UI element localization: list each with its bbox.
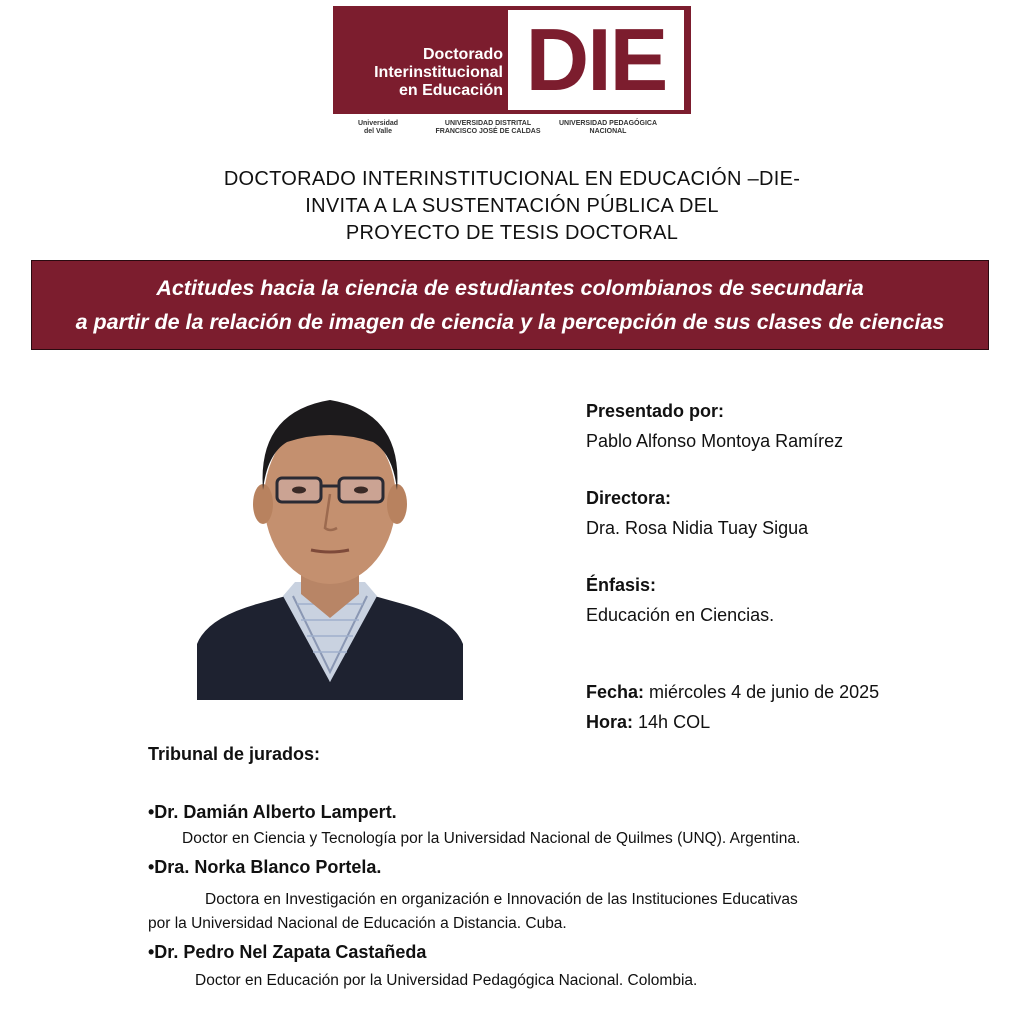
upn-logo-text — [548, 120, 668, 136]
invitation-line: PROYECTO DE TESIS DOCTORAL — [345, 222, 679, 244]
portrait-illustration — [197, 382, 463, 700]
defense-details — [586, 396, 1006, 737]
time-label: Hora: — [586, 712, 634, 732]
logo-text-line: en Educación — [398, 82, 503, 99]
jury-member-desc: Doctor en Educación por la Universidad Pedagógica Nacional. Colombia. — [195, 972, 698, 989]
university-name-line: UNIVERSIDAD DISTRITAL — [444, 120, 532, 127]
die-logo — [333, 6, 691, 114]
invitation-heading — [0, 166, 1024, 247]
time-value: 14h COL — [638, 712, 711, 732]
jury-heading: Tribunal de jurados: — [148, 744, 321, 764]
jury-member-name: •Dr. Damián Alberto Lampert. — [148, 802, 397, 822]
jury-member-desc: Doctora en Investigación en organización e Innovación de las Instituciones Educativas — [205, 891, 798, 908]
thesis-title-line: Actitudes hacia la ciencia de estudiantes colombianos de secundaria — [156, 276, 864, 300]
jury-member-name: •Dr. Pedro Nel Zapata Castañeda — [148, 942, 427, 962]
university-logos — [333, 120, 693, 144]
thesis-title-line: a partir de la relación de imagen de ciencia y la percepción de sus clases de ciencias — [75, 310, 945, 334]
presented-by-label: Presentado por: — [586, 401, 725, 421]
thesis-title — [32, 271, 988, 339]
jury-member-desc: Doctor en Ciencia y Tecnología por la Universidad Nacional de Quilmes (UNQ). Argentina. — [182, 830, 801, 847]
director-value: Dra. Rosa Nidia Tuay Sigua — [586, 518, 809, 538]
date-line — [586, 677, 1006, 707]
candidate-photo — [197, 382, 463, 700]
jury-member-name: •Dra. Norka Blanco Portela. — [148, 857, 382, 877]
date-label: Fecha: — [586, 682, 645, 702]
logo-wordmark — [343, 46, 503, 100]
logo-acronym: DIE — [508, 10, 684, 110]
time-line — [586, 707, 1006, 737]
university-name-line: del Valle — [363, 128, 393, 135]
university-name-line: FRANCISCO JOSÉ DE CALDAS — [435, 128, 541, 135]
logo-text-line: Interinstitucional — [374, 64, 503, 81]
university-name-line: UNIVERSIDAD PEDAGÓGICA — [558, 120, 657, 127]
thesis-title-banner — [31, 260, 989, 350]
university-name-line: NACIONAL — [589, 128, 627, 135]
univalle-logo-text — [343, 120, 413, 136]
emphasis-label: Énfasis: — [586, 575, 657, 595]
date-value: miércoles 4 de junio de 2025 — [649, 682, 880, 702]
director-label: Directora: — [586, 488, 672, 508]
invitation-line: DOCTORADO INTERINSTITUCIONAL EN EDUCACIÓN –DIE- — [223, 168, 801, 190]
jury-section — [148, 740, 1008, 993]
udistrital-logo-text — [433, 120, 543, 136]
logo-text-line: Doctorado — [423, 46, 503, 63]
invitation-line: INVITA A LA SUSTENTACIÓN PÚBLICA DEL — [305, 195, 719, 217]
presented-by-value: Pablo Alfonso Montoya Ramírez — [586, 431, 844, 451]
jury-member-desc: por la Universidad Nacional de Educación a Distancia. Cuba. — [148, 915, 567, 932]
university-name-line: Universidad — [357, 120, 399, 127]
emphasis-value: Educación en Ciencias. — [586, 605, 775, 625]
